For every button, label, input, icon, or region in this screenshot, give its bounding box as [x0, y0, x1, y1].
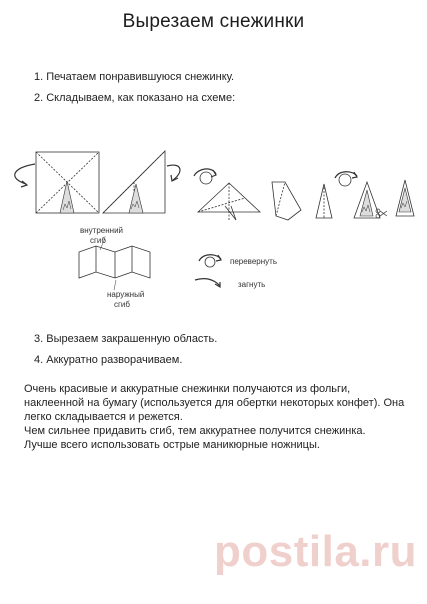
paragraph-line: Лучше всего использовать острые маникюрные ножницы.	[24, 439, 320, 451]
label-inner-fold-1: внутренний	[80, 226, 124, 235]
folding-diagram	[0, 140, 427, 340]
page-title: Вырезаем снежинки	[122, 11, 305, 32]
step-2: 2. Складываем, как показано на схеме:	[34, 92, 236, 104]
legend-fold-label: загнуть	[238, 280, 266, 289]
paragraph-line: Чем сильнее придавить сгиб, тем аккуратнее получится снежинка.	[24, 425, 366, 437]
description-paragraph	[24, 382, 419, 452]
fold-zigzag-drawing	[79, 246, 150, 278]
label-outer-fold-1: наружный	[107, 290, 145, 299]
paragraph-line: Очень красивые и аккуратные снежинки получаются из фольги,	[24, 383, 351, 395]
svg-text:postila.ru: postila.ru	[214, 527, 418, 576]
paragraph-line: наклеенной на бумагу (используется для обертки некоторых конфет). Она	[24, 397, 405, 409]
legend-flip-label: перевернуть	[230, 257, 277, 266]
postila-watermark-logo	[214, 520, 418, 580]
step-3: 3. Вырезаем закрашенную область.	[34, 333, 218, 345]
step-4: 4. Аккуратно разворачиваем.	[34, 354, 183, 366]
label-outer-fold-2: сгиб	[114, 300, 130, 309]
label-inner-fold-2: сгиб	[90, 236, 106, 245]
paragraph-line: легко складывается и режется.	[24, 411, 183, 423]
step-1: 1. Печатаем понравившуюся снежинку.	[34, 71, 235, 83]
